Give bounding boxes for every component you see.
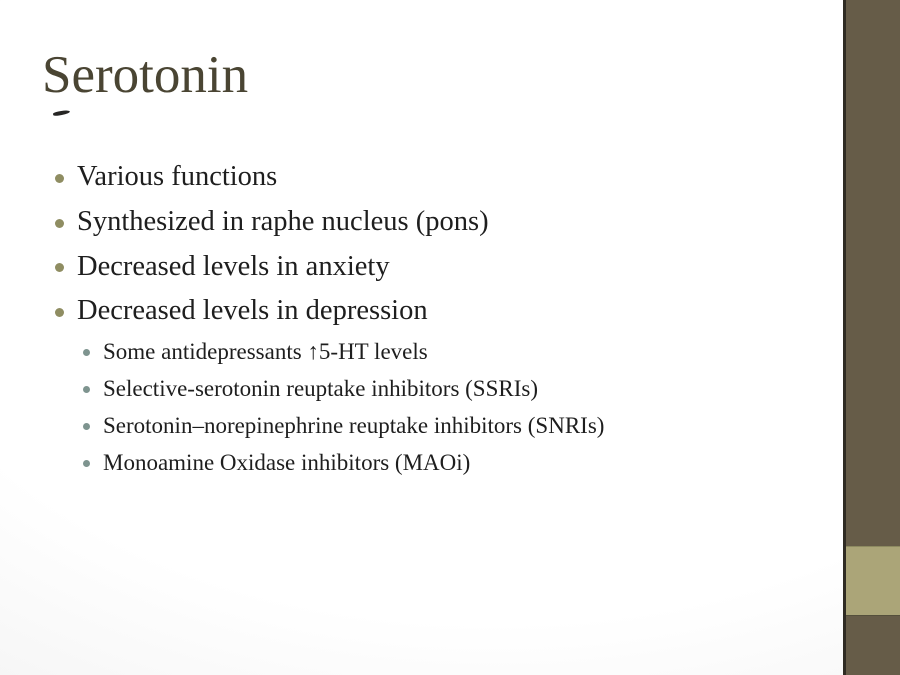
bullet-list [42, 155, 812, 334]
list-item [83, 444, 823, 481]
bullet-dot-icon [55, 219, 64, 228]
list-item [42, 155, 812, 200]
list-item [83, 370, 823, 407]
sub-bullet-text: Some antidepressants ↑5-HT levels [103, 338, 428, 364]
page-title: Serotonin [42, 46, 249, 104]
bullet-dot-icon [55, 308, 64, 317]
bullet-text: Various functions [77, 161, 278, 193]
bullet-text: Synthesized in raphe nucleus (pons) [77, 206, 489, 238]
list-item [42, 244, 812, 289]
list-item [42, 289, 812, 334]
right-sidebar [846, 0, 900, 675]
bullet-dot-icon [55, 263, 64, 272]
sub-bullet-text: Monoamine Oxidase inhibitors (MAOi) [103, 449, 471, 475]
list-item [83, 407, 823, 444]
list-item [83, 333, 823, 370]
sub-bullet-dot-icon [83, 386, 90, 393]
bullet-text: Decreased levels in anxiety [77, 250, 390, 282]
sub-bullet-dot-icon [83, 460, 90, 467]
sidebar-accent-block [846, 546, 900, 616]
sub-bullet-dot-icon [83, 423, 90, 430]
sub-bullet-text: Serotonin–norepinephrine reuptake inhibitors (SNRIs) [103, 412, 605, 438]
sub-bullet-dot-icon [83, 349, 90, 356]
bullet-text: Decreased levels in depression [77, 295, 428, 327]
sub-bullet-text: Selective-serotonin reuptake inhibitors (SSRIs) [103, 375, 539, 401]
sub-bullet-list [83, 333, 823, 481]
list-item [42, 200, 812, 245]
bullet-dot-icon [55, 174, 64, 183]
